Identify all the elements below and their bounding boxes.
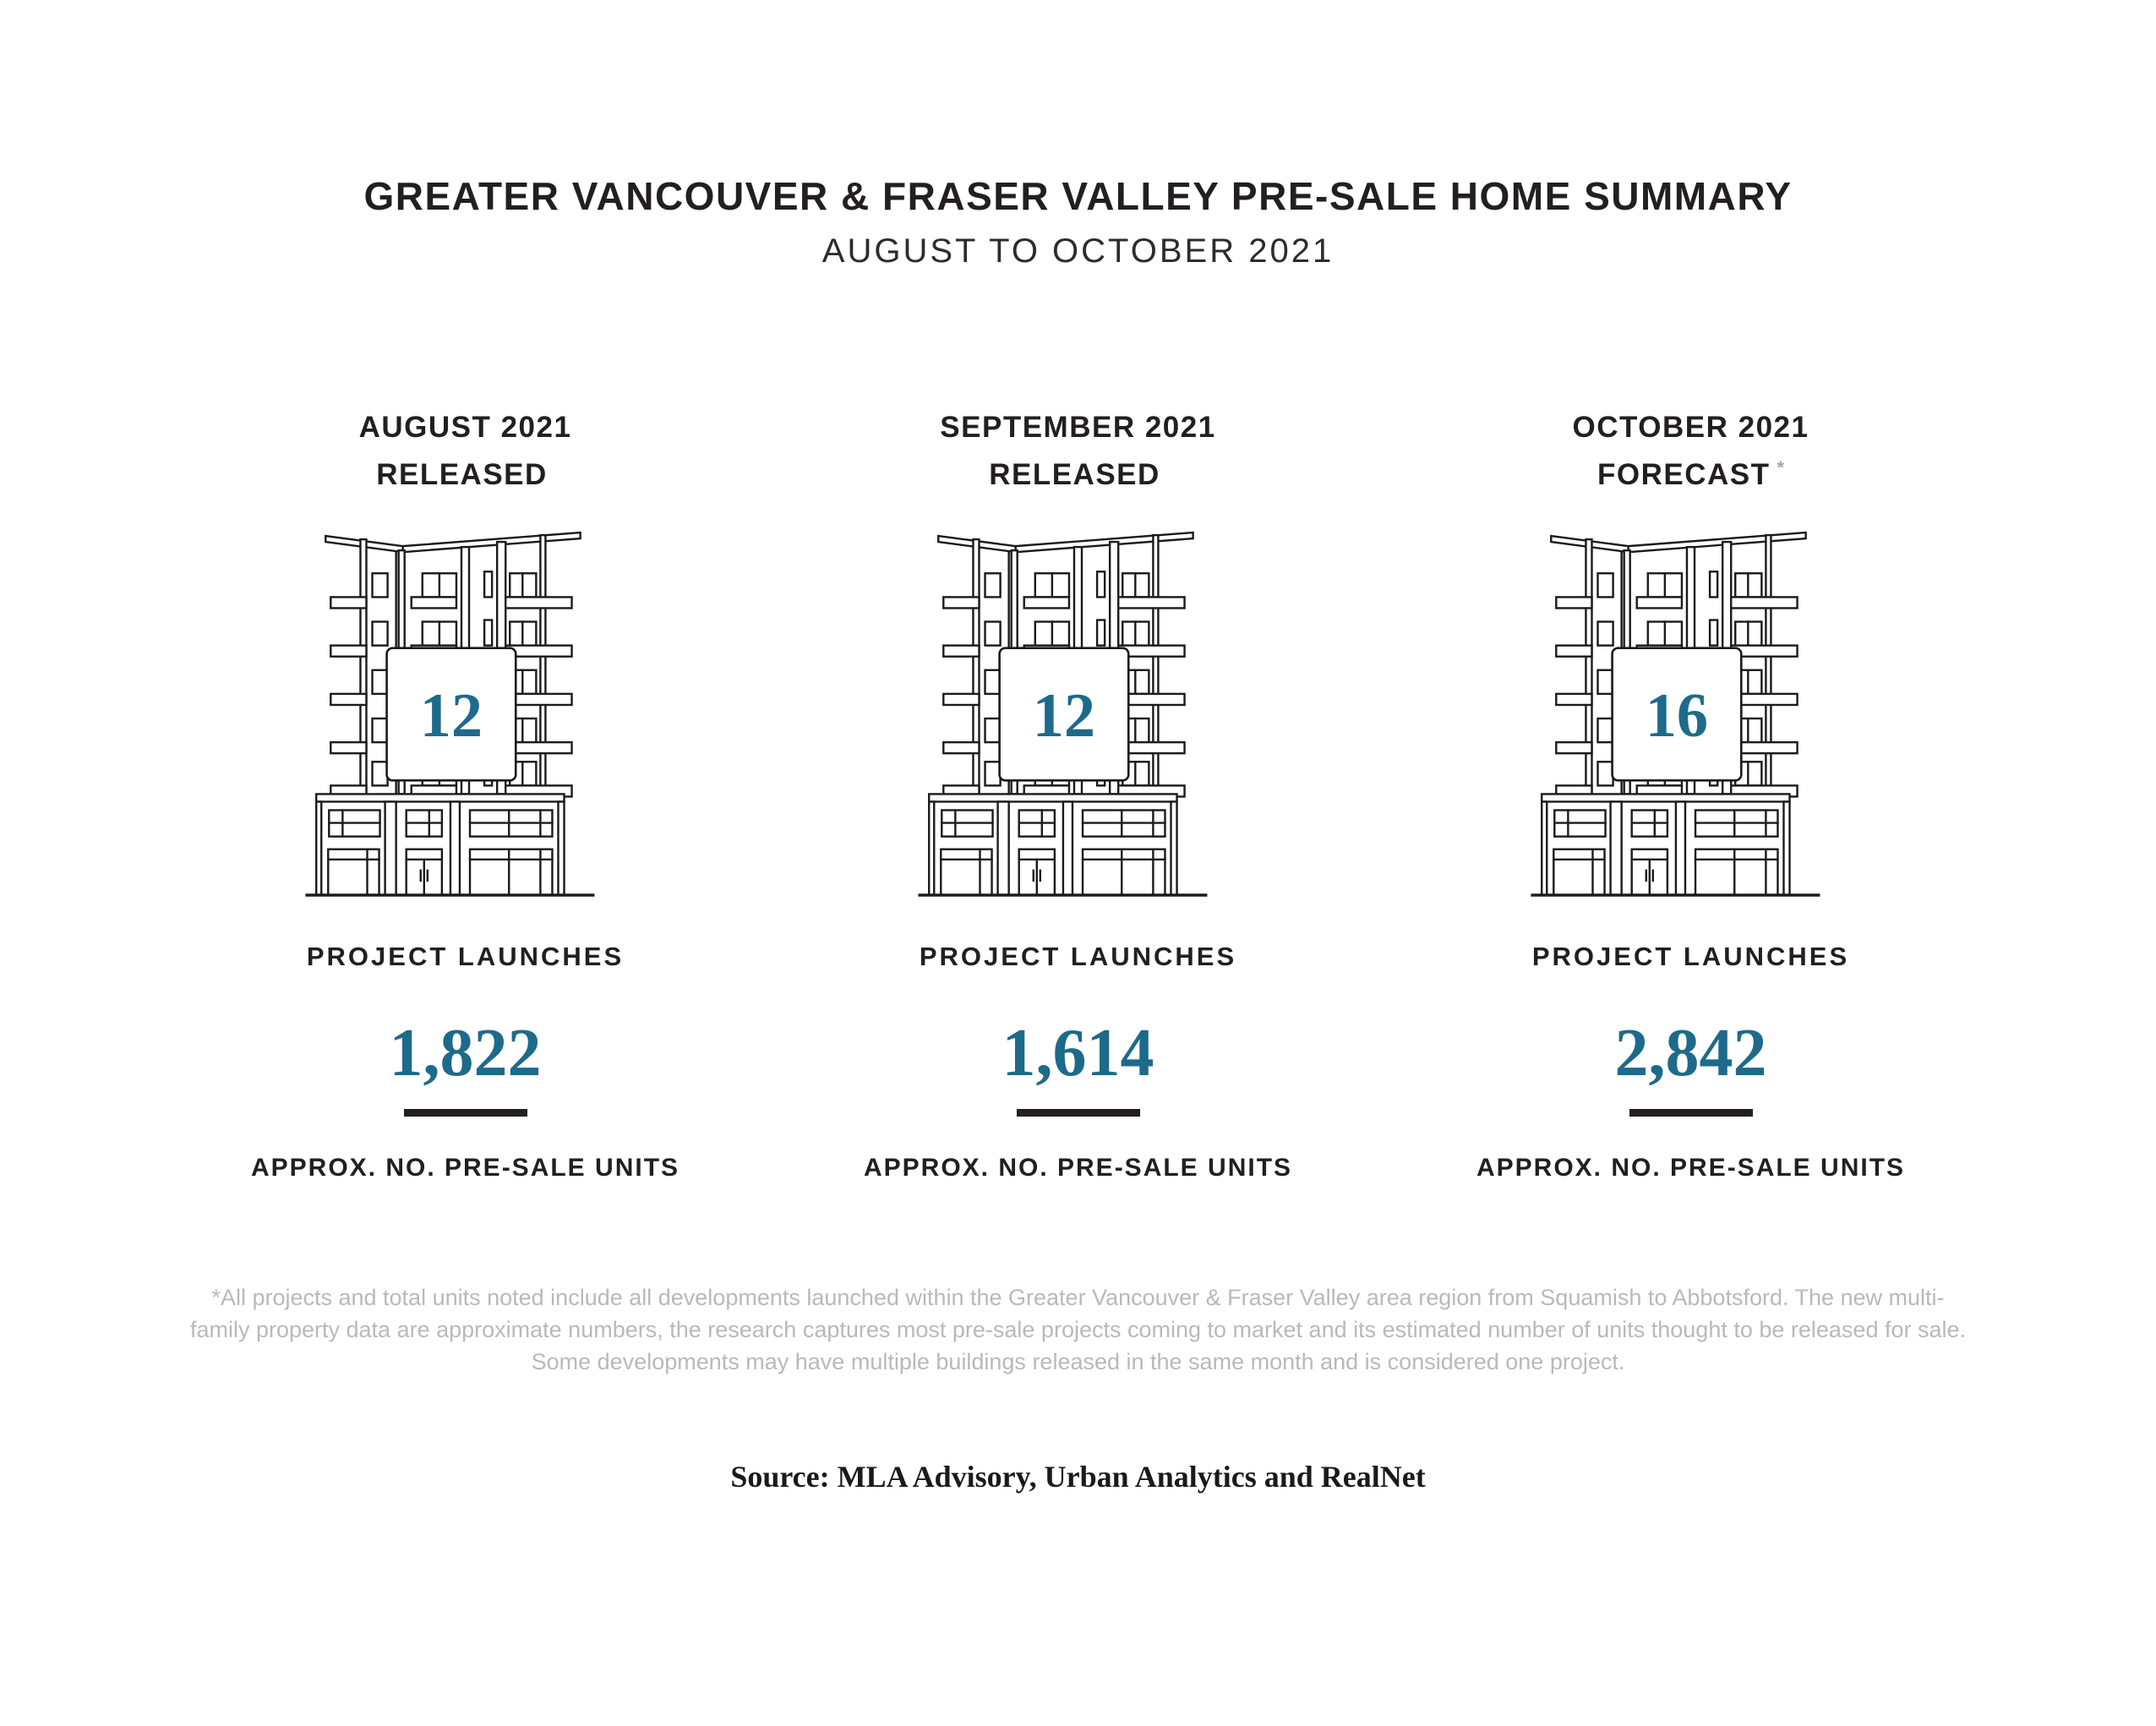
month-columns-row <box>0 404 2156 1183</box>
divider-bar <box>404 1109 527 1117</box>
source-attribution: Source: MLA Advisory, Urban Analytics and RealNet <box>730 1460 1426 1494</box>
building-illustration <box>1526 521 1857 903</box>
presale-units-count: 1,614 <box>1002 1016 1154 1090</box>
column-month-label: OCTOBER 2021 <box>1572 411 1809 444</box>
project-launches-count: 16 <box>1645 681 1708 751</box>
column-august <box>159 404 772 1183</box>
project-launches-count: 12 <box>419 681 483 751</box>
column-header <box>1573 404 1809 499</box>
divider-bar <box>1017 1109 1140 1117</box>
presale-units-count: 1,822 <box>389 1016 542 1090</box>
presale-units-label: APPROX. NO. PRE-SALE UNITS <box>863 1154 1293 1182</box>
column-header <box>940 404 1215 499</box>
column-status-line <box>940 451 1215 499</box>
building-illustration <box>913 521 1244 903</box>
presale-units-count: 2,842 <box>1614 1016 1767 1090</box>
column-header <box>359 404 572 499</box>
column-status-line <box>359 451 572 499</box>
presale-units-label: APPROX. NO. PRE-SALE UNITS <box>250 1154 680 1182</box>
presale-units-label: APPROX. NO. PRE-SALE UNITS <box>1476 1154 1906 1182</box>
building-illustration <box>300 521 631 903</box>
column-month-label: AUGUST 2021 <box>358 411 572 444</box>
page-title: GREATER VANCOUVER & FRASER VALLEY PRE-SALE HOME SUMMARY <box>363 174 1793 218</box>
column-status-label: FORECAST <box>1597 458 1771 491</box>
divider-bar <box>1629 1109 1753 1117</box>
footnote-text: *All projects and total units noted include all developments launched within the Greater Vancouver & Fraser Valley area region from Squamish to Abbotsford. The new multi-family property data are approximate numbers, the research captures most pre-sale projects coming to market and its estimated number of units thought to be released for sale. Some developments may have multiple buildings released in the same month and is considered one project. <box>189 1285 1967 1374</box>
project-launches-label: PROJECT LAUNCHES <box>1531 942 1850 971</box>
column-october <box>1384 404 1997 1183</box>
project-launches-label: PROJECT LAUNCHES <box>919 942 1237 971</box>
footnote-asterisk: * <box>1777 456 1784 478</box>
column-status-line <box>1573 451 1809 499</box>
project-launches-label: PROJECT LAUNCHES <box>306 942 625 971</box>
column-status-label: RELEASED <box>376 458 548 491</box>
page-subtitle: AUGUST TO OCTOBER 2021 <box>821 232 1335 270</box>
project-launches-count: 12 <box>1032 681 1095 751</box>
column-status-label: RELEASED <box>989 458 1160 491</box>
column-september <box>772 404 1384 1183</box>
column-month-label: SEPTEMBER 2021 <box>940 411 1216 444</box>
